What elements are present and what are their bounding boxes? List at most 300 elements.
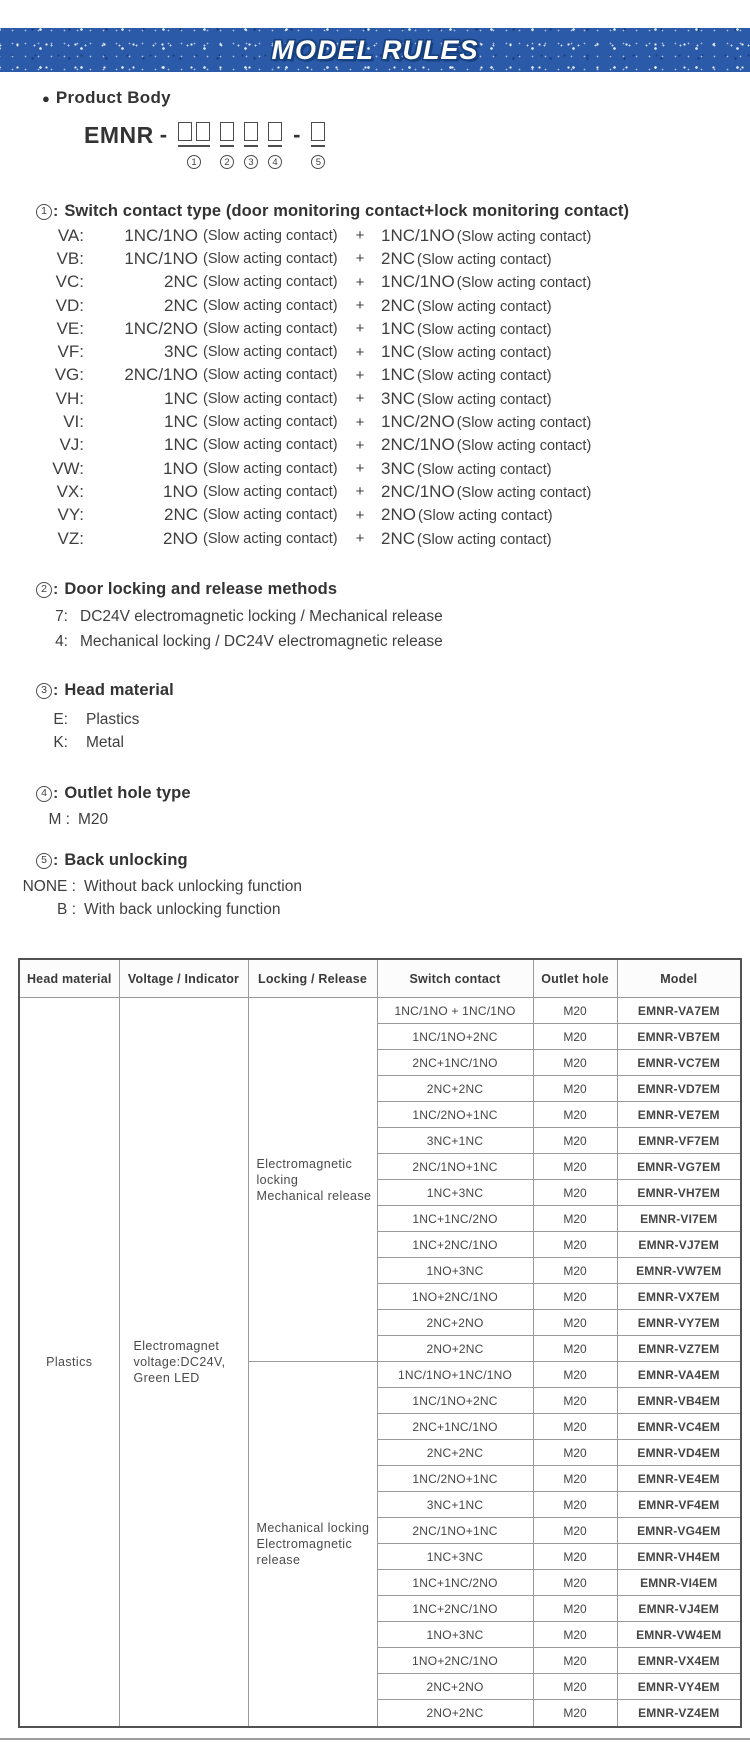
model-cell: EMNR-VG4EM (617, 1518, 741, 1544)
door-contact-note: (Slow acting contact) (203, 367, 338, 384)
locking-release-line: Mechanical locking (256, 1521, 370, 1536)
contact-type-row (40, 340, 591, 363)
model-cell: EMNR-VF4EM (617, 1492, 741, 1518)
circled-number-1: 1 (36, 204, 52, 220)
door-contact-value: 3NC (163, 342, 198, 362)
door-contact-value: 1NO (163, 458, 198, 478)
lock-contact-note: (Slow acting contact) (456, 438, 592, 455)
outlet-hole-cell: M20 (533, 1362, 617, 1388)
lock-contact (377, 459, 591, 479)
plus-sign: + (355, 227, 365, 245)
lock-contact (377, 482, 591, 502)
lock-contact (377, 365, 591, 385)
model-field (220, 122, 234, 170)
model-field (178, 122, 210, 170)
contact-type-row (40, 271, 591, 294)
option-key: B : (57, 900, 76, 918)
section-1-heading (36, 202, 629, 221)
model-cell: EMNR-VB7EM (617, 1024, 741, 1050)
colon: : (53, 202, 59, 220)
circled-number: 2 (220, 155, 234, 169)
locking-release-cell (248, 1362, 377, 1727)
lock-contact (377, 435, 591, 455)
outlet-hole-cell: M20 (533, 1076, 617, 1102)
outlet-hole-cell: M20 (533, 1206, 617, 1232)
door-contact-note: (Slow acting contact) (203, 227, 338, 244)
option-item (30, 808, 108, 832)
model-cell: EMNR-VF7EM (617, 1128, 741, 1154)
door-contact-note: (Slow acting contact) (203, 320, 338, 337)
field-underline (268, 145, 282, 147)
outlet-hole-cell: M20 (533, 1154, 617, 1180)
model-char-box (196, 122, 210, 141)
door-contact-note: (Slow acting contact) (203, 414, 338, 431)
outlet-hole-cell: M20 (533, 1596, 617, 1622)
model-field (244, 122, 258, 170)
outlet-hole-cell: M20 (533, 1336, 617, 1362)
option-item (16, 876, 302, 899)
door-contact-note: (Slow acting contact) (203, 437, 338, 454)
door-contact-note: (Slow acting contact) (203, 390, 338, 407)
model-cell: EMNR-VA7EM (617, 998, 741, 1024)
contact-type-row (40, 247, 591, 270)
contact-code: VH: (55, 388, 84, 408)
door-contact-note: (Slow acting contact) (203, 507, 338, 524)
door-contact-value: 2NC/1NO (124, 365, 198, 385)
door-contact-value: 1NC (163, 412, 198, 432)
lock-contact (377, 342, 591, 362)
section-4-heading (36, 784, 191, 803)
back-unlocking-list (16, 876, 302, 921)
field-number (220, 152, 234, 170)
plus-sign: + (355, 320, 365, 338)
model-selection-table (18, 958, 742, 1728)
switch-contact-cell: 3NC+1NC (377, 1128, 533, 1154)
contact-type-row (40, 410, 591, 433)
outlet-hole-cell: M20 (533, 998, 617, 1024)
option-text: Plastics (86, 710, 140, 728)
char-boxes (311, 122, 325, 141)
door-contact-note: (Slow acting contact) (203, 297, 338, 314)
switch-contact-cell: 2NC+1NC/1NO (377, 1414, 533, 1440)
bullet-icon: ● (42, 90, 50, 106)
contact-code: VF: (57, 342, 84, 362)
lock-contact-note: (Slow acting contact) (456, 275, 592, 292)
plus-sign: + (355, 390, 365, 408)
voltage-indicator-line: voltage:DC24V, (133, 1355, 226, 1369)
model-cell: EMNR-VW7EM (617, 1258, 741, 1284)
outlet-hole-cell: M20 (533, 1232, 617, 1258)
door-contact-value: 2NC (163, 505, 198, 525)
model-cell: EMNR-VI4EM (617, 1570, 741, 1596)
outlet-hole-cell: M20 (533, 1128, 617, 1154)
lock-contact-note: (Slow acting contact) (456, 484, 592, 501)
contact-code: VD: (55, 295, 84, 315)
option-key: E: (53, 710, 68, 728)
lock-contact (377, 412, 591, 432)
model-cell: EMNR-VJ4EM (617, 1596, 741, 1622)
door-contact-note: (Slow acting contact) (203, 274, 338, 291)
door-contact-value: 1NC/1NO (124, 248, 198, 268)
contact-type-row (40, 504, 591, 527)
switch-contact-cell: 2NC/1NO+1NC (377, 1154, 533, 1180)
circled-number-3: 3 (36, 683, 52, 699)
contact-code: VG: (54, 365, 84, 385)
switch-contact-cell: 1NO+2NC/1NO (377, 1284, 533, 1310)
model-char-box (311, 122, 325, 141)
switch-contact-cell: 1NC+3NC (377, 1180, 533, 1206)
plus-sign: + (355, 413, 365, 431)
outlet-hole-cell: M20 (533, 1622, 617, 1648)
section-2-title: Door locking and release methods (64, 580, 338, 598)
outlet-hole-cell: M20 (533, 1466, 617, 1492)
option-key: NONE : (22, 878, 76, 896)
switch-contact-cell: 1NC+3NC (377, 1544, 533, 1570)
lock-contact-value: 3NC (381, 388, 416, 408)
model-cell: EMNR-VH4EM (617, 1544, 741, 1570)
plus-sign: + (355, 343, 365, 361)
field-underline (178, 145, 210, 147)
column-header: Switch contact (377, 959, 533, 998)
switch-contact-cell: 1NC/1NO + 1NC/1NO (377, 998, 533, 1024)
outlet-hole-cell: M20 (533, 1570, 617, 1596)
lock-contact-value: 1NC/1NO (381, 225, 455, 245)
outlet-hole-cell: M20 (533, 1180, 617, 1206)
lock-contact (377, 529, 591, 549)
char-boxes (244, 122, 258, 141)
option-key: M : (48, 811, 70, 828)
field-underline (244, 145, 258, 147)
plus-sign: + (355, 530, 365, 547)
model-cell: EMNR-VD7EM (617, 1076, 741, 1102)
model-cell: EMNR-VC7EM (617, 1050, 741, 1076)
model-rules-banner (0, 28, 750, 72)
switch-contact-cell: 1NC/2NO+1NC (377, 1466, 533, 1492)
section-3-title: Head material (64, 681, 174, 699)
option-item (16, 899, 302, 922)
door-contact-value: 1NO (163, 481, 198, 501)
lock-contact-note: (Slow acting contact) (417, 508, 553, 525)
section-4-title: Outlet hole type (64, 784, 191, 802)
model-cell: EMNR-VA4EM (617, 1362, 741, 1388)
colon: : (53, 784, 59, 802)
banner-title: MODEL RULES (271, 34, 479, 65)
door-contact-value: 1NC (163, 388, 198, 408)
outlet-hole-cell: M20 (533, 1388, 617, 1414)
outlet-hole-type-list (30, 808, 108, 832)
switch-contact-cell: 2NC+2NO (377, 1310, 533, 1336)
model-cell: EMNR-VE7EM (617, 1102, 741, 1128)
column-header: Outlet hole (533, 959, 617, 998)
lock-contact-value: 2NC/1NO (381, 435, 455, 455)
column-header: Locking / Release (248, 959, 377, 998)
switch-contact-cell: 1NC+2NC/1NO (377, 1596, 533, 1622)
option-text: Metal (86, 734, 124, 752)
head-material-list (30, 708, 139, 755)
voltage-indicator-line: Electromagnet (133, 1339, 220, 1353)
plus-sign: + (355, 436, 365, 454)
lock-contact (377, 226, 591, 246)
lock-contact-note: (Slow acting contact) (417, 368, 552, 385)
contact-type-row (40, 387, 591, 410)
outlet-hole-cell: M20 (533, 1102, 617, 1128)
circled-number-4: 4 (36, 786, 52, 802)
door-contact-value: 1NC (163, 435, 198, 455)
switch-contact-cell: 2NC+1NC/1NO (377, 1050, 533, 1076)
table-row (19, 998, 741, 1024)
lock-contact (377, 296, 591, 316)
outlet-hole-cell: M20 (533, 1674, 617, 1700)
field-number (244, 152, 258, 170)
outlet-hole-cell: M20 (533, 1310, 617, 1336)
plus-sign: + (355, 366, 365, 384)
locking-release-line: locking (256, 1172, 299, 1187)
char-boxes (220, 122, 234, 141)
circled-number-2: 2 (36, 582, 52, 598)
char-boxes (268, 122, 282, 141)
plus-sign: + (355, 273, 365, 291)
lock-contact-note: (Slow acting contact) (417, 531, 552, 548)
outlet-hole-cell: M20 (533, 1518, 617, 1544)
column-header: Model (617, 959, 741, 998)
switch-contact-cell: 1NC/1NO+1NC/1NO (377, 1362, 533, 1388)
option-text: M20 (78, 811, 109, 828)
model-prefix: EMNR (84, 122, 154, 148)
lock-contact-note: (Slow acting contact) (417, 251, 552, 268)
switch-contact-cell: 1NO+2NC/1NO (377, 1648, 533, 1674)
model-cell: EMNR-VX7EM (617, 1284, 741, 1310)
contact-code: VJ: (59, 435, 84, 455)
lock-contact-note: (Slow acting contact) (417, 391, 552, 408)
contact-type-row (40, 434, 591, 457)
lock-contact-value: 2NC (381, 528, 416, 548)
outlet-hole-cell: M20 (533, 1648, 617, 1674)
outlet-hole-cell: M20 (533, 1258, 617, 1284)
model-cell: EMNR-VE4EM (617, 1466, 741, 1492)
lock-contact-value: 1NC (381, 342, 416, 362)
outlet-hole-cell: M20 (533, 1050, 617, 1076)
switch-contact-cell: 2NC+2NC (377, 1440, 533, 1466)
model-cell: EMNR-VZ4EM (617, 1700, 741, 1727)
outlet-hole-cell: M20 (533, 1024, 617, 1050)
switch-contact-type-list (40, 224, 591, 550)
model-cell: EMNR-VG7EM (617, 1154, 741, 1180)
switch-contact-cell: 2NO+2NC (377, 1336, 533, 1362)
section-3-heading (36, 681, 174, 700)
lock-contact-value: 2NC (381, 248, 416, 268)
plus-sign: + (355, 250, 365, 268)
contact-type-row (40, 480, 591, 503)
switch-contact-cell: 1NC/1NO+2NC (377, 1388, 533, 1414)
dash-separator: - (159, 122, 168, 147)
contact-type-row (40, 224, 591, 247)
option-item (30, 629, 443, 654)
door-contact-note: (Slow acting contact) (203, 530, 338, 547)
product-body-heading (42, 88, 171, 108)
model-cell: EMNR-VD4EM (617, 1440, 741, 1466)
door-contact-value: 2NO (163, 528, 198, 548)
option-item (30, 708, 139, 732)
contact-code: VC: (55, 272, 84, 292)
model-char-box (268, 122, 282, 141)
outlet-hole-cell: M20 (533, 1284, 617, 1310)
switch-contact-cell: 1NO+3NC (377, 1258, 533, 1284)
model-cell: EMNR-VB4EM (617, 1388, 741, 1414)
model-cell: EMNR-VJ7EM (617, 1232, 741, 1258)
lock-contact-note: (Slow acting contact) (456, 228, 592, 245)
circled-number: 1 (187, 155, 201, 169)
model-cell: EMNR-VC4EM (617, 1414, 741, 1440)
lock-contact (377, 249, 591, 269)
lock-contact (377, 505, 591, 525)
outlet-hole-cell: M20 (533, 1440, 617, 1466)
contact-type-row (40, 527, 591, 550)
locking-release-line: Mechanical release (256, 1188, 372, 1203)
voltage-indicator-line: Green LED (133, 1371, 200, 1385)
switch-contact-cell: 1NC+1NC/2NO (377, 1570, 533, 1596)
field-underline (220, 145, 234, 147)
section-1-title: Switch contact type (door monitoring contact+lock monitoring contact) (64, 202, 630, 220)
head-material-cell: Plastics (19, 998, 119, 1728)
switch-contact-cell: 2NC/1NO+1NC (377, 1518, 533, 1544)
lock-contact-value: 2NO (381, 505, 416, 525)
plus-sign: + (355, 506, 365, 524)
switch-contact-cell: 1NC/1NO+2NC (377, 1024, 533, 1050)
colon: : (53, 580, 59, 598)
door-contact-value: 2NC (163, 272, 198, 292)
table-header-row (19, 959, 741, 998)
locking-release-line: Electromagnetic (256, 1537, 353, 1552)
switch-contact-cell: 1NC+2NC/1NO (377, 1232, 533, 1258)
switch-contact-cell: 2NO+2NC (377, 1700, 533, 1727)
plus-sign: + (355, 483, 365, 501)
lock-contact-value: 2NC (381, 295, 416, 315)
door-contact-note: (Slow acting contact) (203, 483, 338, 500)
model-code-diagram (84, 122, 330, 170)
switch-contact-cell: 1NC/2NO+1NC (377, 1102, 533, 1128)
switch-contact-cell: 1NO+3NC (377, 1622, 533, 1648)
contact-code: VB: (56, 248, 84, 268)
door-contact-value: 1NC/1NO (124, 225, 198, 245)
contact-code: VW: (52, 458, 84, 478)
option-item (30, 604, 443, 629)
lock-contact-value: 1NC/2NO (381, 412, 455, 432)
lock-contact (377, 272, 591, 292)
contact-type-row (40, 364, 591, 387)
field-number (268, 152, 282, 170)
lock-contact-value: 2NC/1NO (381, 481, 455, 501)
lock-contact-value: 1NC (381, 318, 416, 338)
door-contact-note: (Slow acting contact) (203, 460, 338, 477)
lock-contact-value: 3NC (381, 458, 416, 478)
section-5-heading (36, 851, 188, 870)
dash-separator: - (293, 122, 301, 147)
circled-number: 3 (244, 155, 258, 169)
contact-code: VZ: (57, 528, 84, 548)
contact-code: VE: (56, 318, 84, 338)
option-text: Without back unlocking function (84, 878, 302, 896)
contact-code: VY: (57, 505, 84, 525)
lock-contact-note: (Slow acting contact) (417, 345, 552, 362)
outlet-hole-cell: M20 (533, 1492, 617, 1518)
model-char-box (220, 122, 234, 141)
switch-contact-cell: 1NC+1NC/2NO (377, 1206, 533, 1232)
lock-contact-note: (Slow acting contact) (417, 461, 552, 478)
locking-release-line: release (256, 1553, 301, 1568)
door-contact-note: (Slow acting contact) (203, 250, 338, 267)
lock-contact-note: (Slow acting contact) (417, 298, 552, 315)
model-cell: EMNR-VY7EM (617, 1310, 741, 1336)
door-contact-value: 2NC (163, 295, 198, 315)
lock-contact-note: (Slow acting contact) (417, 321, 552, 338)
model-cell: EMNR-VI7EM (617, 1206, 741, 1232)
switch-contact-cell: 3NC+1NC (377, 1492, 533, 1518)
switch-contact-cell: 2NC+2NO (377, 1674, 533, 1700)
circled-number: 4 (268, 155, 282, 169)
field-number (311, 152, 325, 170)
model-cell: EMNR-VZ7EM (617, 1336, 741, 1362)
locking-release-line: Electromagnetic (256, 1156, 353, 1171)
lock-contact (377, 389, 591, 409)
section-2-heading (36, 580, 337, 599)
model-field (311, 122, 325, 170)
model-cell: EMNR-VX4EM (617, 1648, 741, 1674)
plus-sign: + (355, 460, 365, 478)
door-contact-value: 1NC/2NO (124, 318, 198, 338)
circled-number: 5 (311, 155, 325, 169)
contact-type-row (40, 294, 591, 317)
column-header: Head material (19, 959, 119, 998)
outlet-hole-cell: M20 (533, 1414, 617, 1440)
outlet-hole-cell: M20 (533, 1544, 617, 1570)
lock-contact (377, 319, 591, 339)
column-header: Voltage / Indicator (119, 959, 248, 998)
model-cell: EMNR-VY4EM (617, 1674, 741, 1700)
outlet-hole-cell: M20 (533, 1700, 617, 1727)
locking-release-cell (248, 998, 377, 1362)
product-body-title: Product Body (55, 88, 171, 107)
model-char-box (244, 122, 258, 141)
contact-code: VX: (56, 481, 84, 501)
option-text: DC24V electromagnetic locking / Mechanical release (80, 607, 443, 625)
lock-contact-value: 1NC/1NO (381, 272, 455, 292)
option-key: K: (53, 734, 68, 752)
option-text: With back unlocking function (84, 900, 281, 918)
section-5-title: Back unlocking (64, 851, 188, 869)
contact-type-row (40, 317, 591, 340)
model-cell: EMNR-VW4EM (617, 1622, 741, 1648)
door-contact-note: (Slow acting contact) (203, 344, 338, 361)
colon: : (53, 851, 59, 869)
page-bottom-rule (0, 1738, 750, 1740)
model-cell: EMNR-VH7EM (617, 1180, 741, 1206)
model-field (268, 122, 282, 170)
switch-contact-cell: 2NC+2NC (377, 1076, 533, 1102)
contact-code: VA: (57, 225, 84, 245)
locking-release-methods-list (30, 604, 443, 654)
contact-code: VI: (63, 412, 84, 432)
option-key: 7: (55, 607, 68, 625)
contact-type-row (40, 457, 591, 480)
field-number (187, 152, 201, 170)
char-boxes (178, 122, 210, 141)
lock-contact-note: (Slow acting contact) (456, 415, 592, 432)
field-underline (311, 145, 325, 147)
lock-contact-value: 1NC (381, 365, 416, 385)
colon: : (53, 681, 59, 699)
option-key: 4: (55, 632, 68, 650)
voltage-indicator-cell (119, 998, 248, 1728)
